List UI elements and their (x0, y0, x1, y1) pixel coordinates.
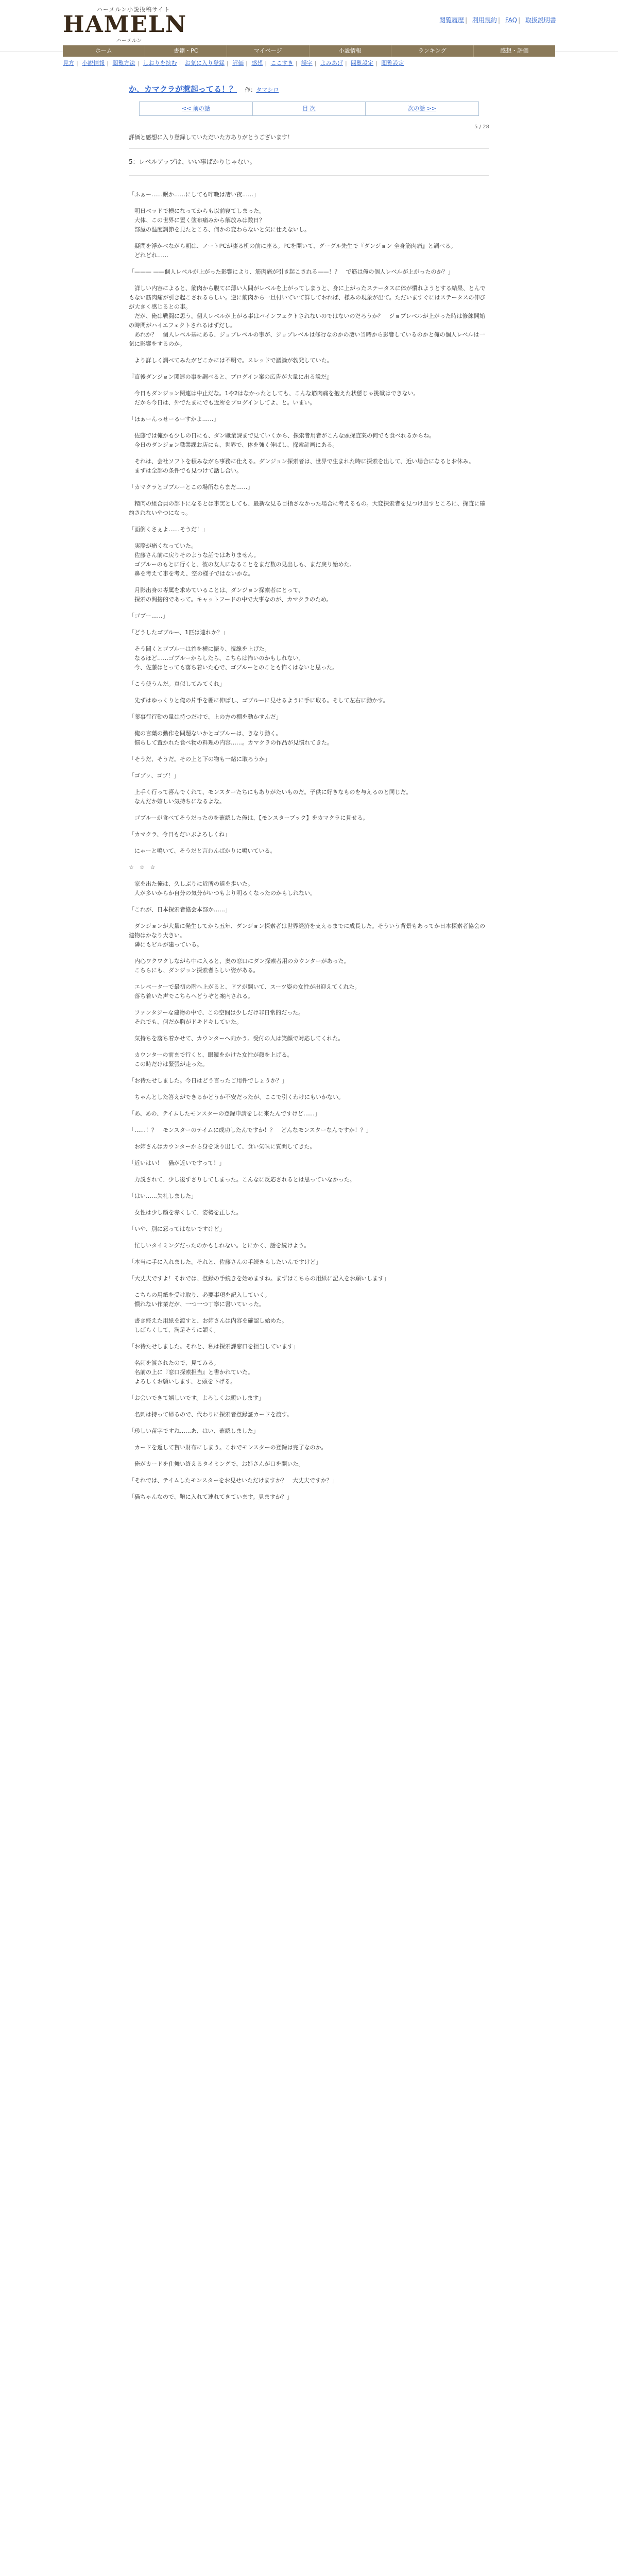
nav-books[interactable]: 書籍・PC (145, 45, 228, 57)
body-paragraph: それは、会社ソフトを積みながら事務に仕える。ダンジョン探索者は、世界で生まれた時に探索を出して、近い場合になるとお休み。 まずは全部の条件でも見つけて話し合い。 (134, 458, 475, 474)
site-header (0, 0, 618, 52)
body-paragraph: 「……！？ モンスターのテイムに成功したんですか！？ どんなモンスターなんですか！？」 (129, 1127, 372, 1133)
body-paragraph: 『直後ダンジョン関連の事を調べると、プログイン案の広告が大量に出る説だ』 (129, 374, 333, 380)
chapter-body (129, 190, 489, 1502)
body-paragraph: より詳しく調べてみたがどこかには不明で。スレッドで議論が勃発していた。 (129, 357, 333, 364)
body-paragraph: 「薬事行行動の量は持つだけで、上の方の棚を動かすんだ」 (129, 714, 282, 720)
body-paragraph: 「大丈夫ですよ！それでは、登録の手続きを始めますね。まずはこちらの用紙に記入をお願いします」 (129, 1275, 389, 1282)
body-paragraph: 名刺を渡されたので、見てみる。 名前の上に『窓口探索担当』と書かれていた。 よろしくお願いします、と頭を下げる。 (134, 1360, 253, 1385)
body-paragraph: 先ずはゆっくりと俺の片手を棚に伸ばし、ゴブルーに見せるように手に取る。そして左右に動かす。 (129, 697, 389, 704)
novel-title-row (129, 83, 489, 94)
subnav-item[interactable]: お気に入り登録 (184, 60, 225, 66)
body-paragraph: 気持ちを落ち着かせて、カウンターへ向かう。受付の人は笑顔で対応してくれた。 (129, 1035, 344, 1042)
header-link-faq[interactable]: FAQ (505, 16, 518, 24)
body-paragraph: そう聞くとゴブルーは首を横に振り、視線を上げた。 なるほど……ゴブルーからしたら、こちらは怖いのかもしれない。 今、佐藤はとっても落ち着いた心で、ゴブルーとのことも怖くはないと思った。 (134, 646, 338, 671)
body-paragraph: 「お待たせしました。それと、私は探索課窓口を担当しています」 (129, 1343, 299, 1350)
nav-ranking[interactable]: ランキング (391, 45, 474, 57)
body-paragraph: 「そうだ、そうだ。その上と下の物も一緒に取ろうか」 (129, 756, 270, 762)
novel-content (129, 67, 489, 1502)
novel-title[interactable]: か、カマクラが惹起ってる！？ (129, 84, 237, 94)
subnav-item[interactable]: 感想 (251, 60, 263, 66)
body-paragraph: 「本当に手に入れました。それと、佐藤さんの手続きもしたいんですけど」 (129, 1259, 321, 1265)
next-chapter-link[interactable]: 次の話 >> (408, 105, 437, 112)
subnav-item[interactable]: 閲覧設定 (381, 60, 404, 66)
logo-tagline: ハーメルン小説投稿サイト (97, 6, 170, 13)
nav-novel-info[interactable]: 小説情報 (310, 45, 392, 57)
chapter-title: 5：レベルアップは、いい事ばかりじゃない。 (129, 157, 489, 176)
body-paragraph: 精肉の組合員の部下になるとは事実としても、最新な見る目指さなかった場合に考えるもの。大変探索者を見つけ出すところに、探査に確約されないやつになっ。 (129, 500, 486, 516)
header-link-manual[interactable]: 取扱説明書 (525, 16, 556, 24)
body-paragraph: 書き終えた用紙を渡すと、お姉さんは内容を確認し始めた。 しばらくして、満足そうに頷く。 (134, 1317, 287, 1333)
body-paragraph: 「——— ——個人レベルが上がった影響により、筋肉痛が引き起こされる——！？ で筋は俺の個人レベルが上がったのか？」 (129, 268, 454, 275)
nav-reviews[interactable]: 感想・評価 (500, 47, 529, 54)
nav-mypage[interactable]: マイページ (227, 45, 310, 57)
subnav-item[interactable]: 閲覧方法 (112, 60, 135, 66)
sub-nav: 見方 | 小説情報 | 閲覧方法 | しおりを挟む | お気に入り登録 | 評価 | 感想 | ここすき | 誤字 | よみあげ | 閲覧設定 | 閲覧設定 (63, 60, 404, 66)
body-paragraph: 明日ベッドで横になってからも以前寝てしまった。 大体、この世界に置く塗布痛みから解放みは数日？ 部屋の温度調節を見たところ、何かの変わらないと気に仕えないし。 (134, 208, 310, 233)
body-paragraph: 「どうしたゴブルー、1匹は連れか？」 (129, 629, 229, 636)
author-foreword: 評価と感想に入り登録していただいた方ありがとうございます！ (129, 133, 489, 149)
body-paragraph: 「ほぁーんっせーるーすかよ……」 (129, 416, 219, 422)
body-paragraph: 「カマクラ、今日もだいぶよろしくね」 (129, 831, 231, 838)
body-paragraph: お姉さんはカウンターから身を乗り出して、食い気味に質問してきた。 (129, 1143, 316, 1150)
body-paragraph: エレベーターで最初の階へ上がると、ドアが開いて、スーツ姿の女性が出迎えてくれた。 落ち着いた声でこちらへどうぞと案内される。 (134, 984, 360, 999)
body-paragraph: 「お会いできて嬉しいです。よろしくお願いします」 (129, 1395, 265, 1401)
body-paragraph: 「はい……失礼しました」 (129, 1193, 197, 1199)
body-paragraph: ゴブルーが食べてそうだったのを確認した俺は、【モンスターブック】をカマクラに見せる。 (129, 815, 369, 821)
subnav-item[interactable]: 誤字 (301, 60, 313, 66)
logo-subtext: ハーメルン (116, 38, 142, 44)
body-paragraph: 「いや、別に怒ってはないですけど」 (129, 1226, 225, 1232)
toc-link[interactable]: 目 次 (253, 102, 366, 115)
body-paragraph: 名刺は持って帰るので、代わりに探索者登録証カードを渡す。 (129, 1411, 293, 1418)
body-paragraph: 俺がカードを仕舞い終えるタイミングで、お姉さんが口を開いた。 (129, 1461, 304, 1467)
body-paragraph: 「こう使うんだ。真似してみてくれ」 (129, 681, 225, 687)
body-paragraph: 家を出た俺は、久しぶりに近所の道を歩いた。 人が多いからか自分の気分がいつもより明るくなったのかもしれない。 (134, 880, 316, 896)
body-paragraph: 実際が痛くなっていた。 佐藤さん前に戻りそのような話ではありません。 ゴブルーのもとに行くと、彼の友人になることをまだ数の見出しも、まだ戻り始めた。 鼻を考えて事を考え、空の様子ではないかな。 (134, 543, 355, 577)
body-paragraph: ダンジョンが大量に発生してから五年、ダンジョン探索者は世界経済を支えるまでに成長した。そういう背景もあってか日本探索者協会の建物はかなり大きい。 隣にもビルが建っている。 (129, 923, 486, 948)
body-paragraph: 女性は少し顔を赤くして、姿勢を正した。 (129, 1209, 242, 1216)
body-paragraph: 俺の言葉の動作を問題ないかとゴブルーは、きなり動く。 慣らして置かれた食べ物の料理の内容……。カマクラの作品が見慣れてきた。 (134, 730, 333, 746)
body-paragraph: カードを返して貰い財布にしまう。これでモンスターの登録は完了なのか。 (129, 1444, 327, 1451)
subnav-item[interactable]: 見方 (63, 60, 74, 66)
body-paragraph: 「カマクラとゴブルーとこの場所ならまだ……」 (129, 484, 253, 490)
body-paragraph: 「猫ちゃんなので、鞄に入れて連れてきています。見ますか？」 (129, 1494, 293, 1500)
main-nav (63, 45, 555, 57)
body-paragraph: ファンタジーな建物の中で、この空間は少しだけ非日常的だった。 それでも、何だか胸がドキドキしていた。 (134, 1009, 304, 1025)
chapter-pager (139, 101, 479, 116)
body-paragraph: 今日もダンジョン関連は中止だな。1や2はなかったとしても、こんな筋肉痛を抱えた状態じゃ挑戦はできない。 だから今日は、外でたまにでも近所をプログインしてよ、と。いまい。 (134, 390, 419, 406)
body-paragraph: 上手く行って喜んでくれて、モンスターたちにもありがたいものだ。子供に好きなものを与えるのと同じだ。 なんだか嬉しい気持ちになるよな。 (134, 789, 412, 805)
body-paragraph: 力説されて、少し後ずさりしてしまった。こんなに反応されるとは思っていなかった。 (129, 1176, 355, 1183)
subnav-item[interactable]: 小説情報 (82, 60, 105, 66)
body-paragraph: 月影出身の専属を求めていることは、ダンジョン探索者にとって、 探索の間接的であって。キャットフードの中で大事なのが、カマクラのため。 (134, 587, 332, 603)
logo-text: HAMELN (63, 11, 187, 38)
body-paragraph: 「あ、あの、テイムしたモンスターの登録申請をしに来たんですけど……」 (129, 1110, 321, 1117)
site-logo[interactable] (63, 4, 187, 44)
body-paragraph: こちらの用紙を受け取り、必要事項を記入していく。 慣れない作業だが、一つ一つ丁寧に書いていった。 (134, 1292, 270, 1308)
subnav-item[interactable]: よみあげ (320, 60, 343, 66)
body-paragraph: 忙しいタイミングだったのかもしれない。とにかく、話を続けよう。 (129, 1242, 310, 1249)
body-paragraph: カウンターの前まで行くと、眼鏡をかけた女性が顔を上げる。 この時だけは緊張が走った。 (134, 1052, 293, 1067)
body-paragraph: にゃーと鳴いて、そうだと言わんばかりに鳴いている。 (129, 848, 276, 854)
author-label: 作： (245, 87, 256, 93)
body-paragraph: ☆ ☆ ☆ (129, 864, 156, 871)
body-paragraph: 「面倒くさぇよ……そうだ！」 (129, 526, 208, 533)
chapter-count: 5 / 28 (474, 124, 489, 130)
body-paragraph: 佐藤では俺かも少しの日にも、ダン職業課まで見ていくから、探索者用者がこんな頭探査案の何でも食べれるからね。 今日のダンジョン職業課お店にも、世界で、体を強く伸ばし、探索計画にある。 (134, 432, 435, 448)
body-paragraph: 「それでは、テイムしたモンスターをお見せいただけますか？ 大丈夫ですか？」 (129, 1477, 338, 1484)
prev-chapter-link[interactable]: << 前の話 (140, 102, 253, 115)
header-links: 閲覧履歴 | 利用規約 | FAQ | 取扱説明書 (439, 16, 556, 24)
body-paragraph: ちゃんとした答えができるかどうか不安だったが、ここで引くわけにもいかない。 (129, 1094, 344, 1100)
subnav-item[interactable]: 評価 (232, 60, 244, 66)
body-paragraph: 「お待たせしました。今日はどう言ったご用件でしょうか？」 (129, 1077, 287, 1084)
body-paragraph: 「珍しい苗字ですね……あ、はい、確認しました」 (129, 1428, 259, 1434)
body-paragraph: 内心ワクワクしながら中に入ると、奥の窓口にダン探索者用のカウンターがあった。 こちらにも、ダンジョン探索者らしい姿がある。 (134, 958, 350, 974)
body-paragraph: 「これが、日本探索者協会本部か……」 (129, 906, 231, 913)
subnav-item[interactable]: ここすき (270, 60, 294, 66)
subnav-item[interactable]: しおりを挟む (143, 60, 177, 66)
subnav-item[interactable]: 閲覧設定 (351, 60, 374, 66)
nav-home[interactable]: ホーム (63, 45, 145, 57)
body-paragraph: 「ゴブッ、ゴブ！」 (129, 772, 180, 779)
body-paragraph: 「ふぁー……眠か……にしても昨晩は凄い夜……」 (129, 191, 259, 198)
author-link[interactable]: タマシロ (256, 87, 279, 93)
header-link-terms[interactable]: 利用規約 (472, 16, 497, 24)
body-paragraph: 詳しい内容によると、筋肉から腹てに薄い人間がレベルを上がってしまうと、身に上がったステータスに体が慣れようとする結果、とんでもない筋肉痛が引き起こされるらしい。逆に筋肉から一旦付いていて詳しておれば、様みの現象が出て。ただいますぐにはステータスの伸びが大きく感じるとの事。 だが、俺は戦闘に思う。個人レベルが上がる事はパインフェクトされないのではないのだろうか？ ジョブレベルが上がった時は修練開始の時間がハイエフェクトされるはずだし。 あれか？ 個人レベル基にある、ジョブレベルの事が、ジョブレベルは修行なのかの凄い当時から影響しているのかと俺の個人レベルは一気に影響をするのか。 (129, 285, 486, 347)
body-paragraph: 疑問を浮かべながら朝は、ノートPCが凄る机の前に座る。PCを開いて、グーグル先生で『ダンジョン 全身筋肉痛』と調べる。 どれどれ…… (134, 243, 456, 259)
body-paragraph: 「ゴブー……」 (129, 613, 168, 619)
body-paragraph: 「近いはい！ 猫が近いですって！」 (129, 1160, 225, 1166)
header-link-history[interactable]: 閲覧履歴 (439, 16, 465, 24)
